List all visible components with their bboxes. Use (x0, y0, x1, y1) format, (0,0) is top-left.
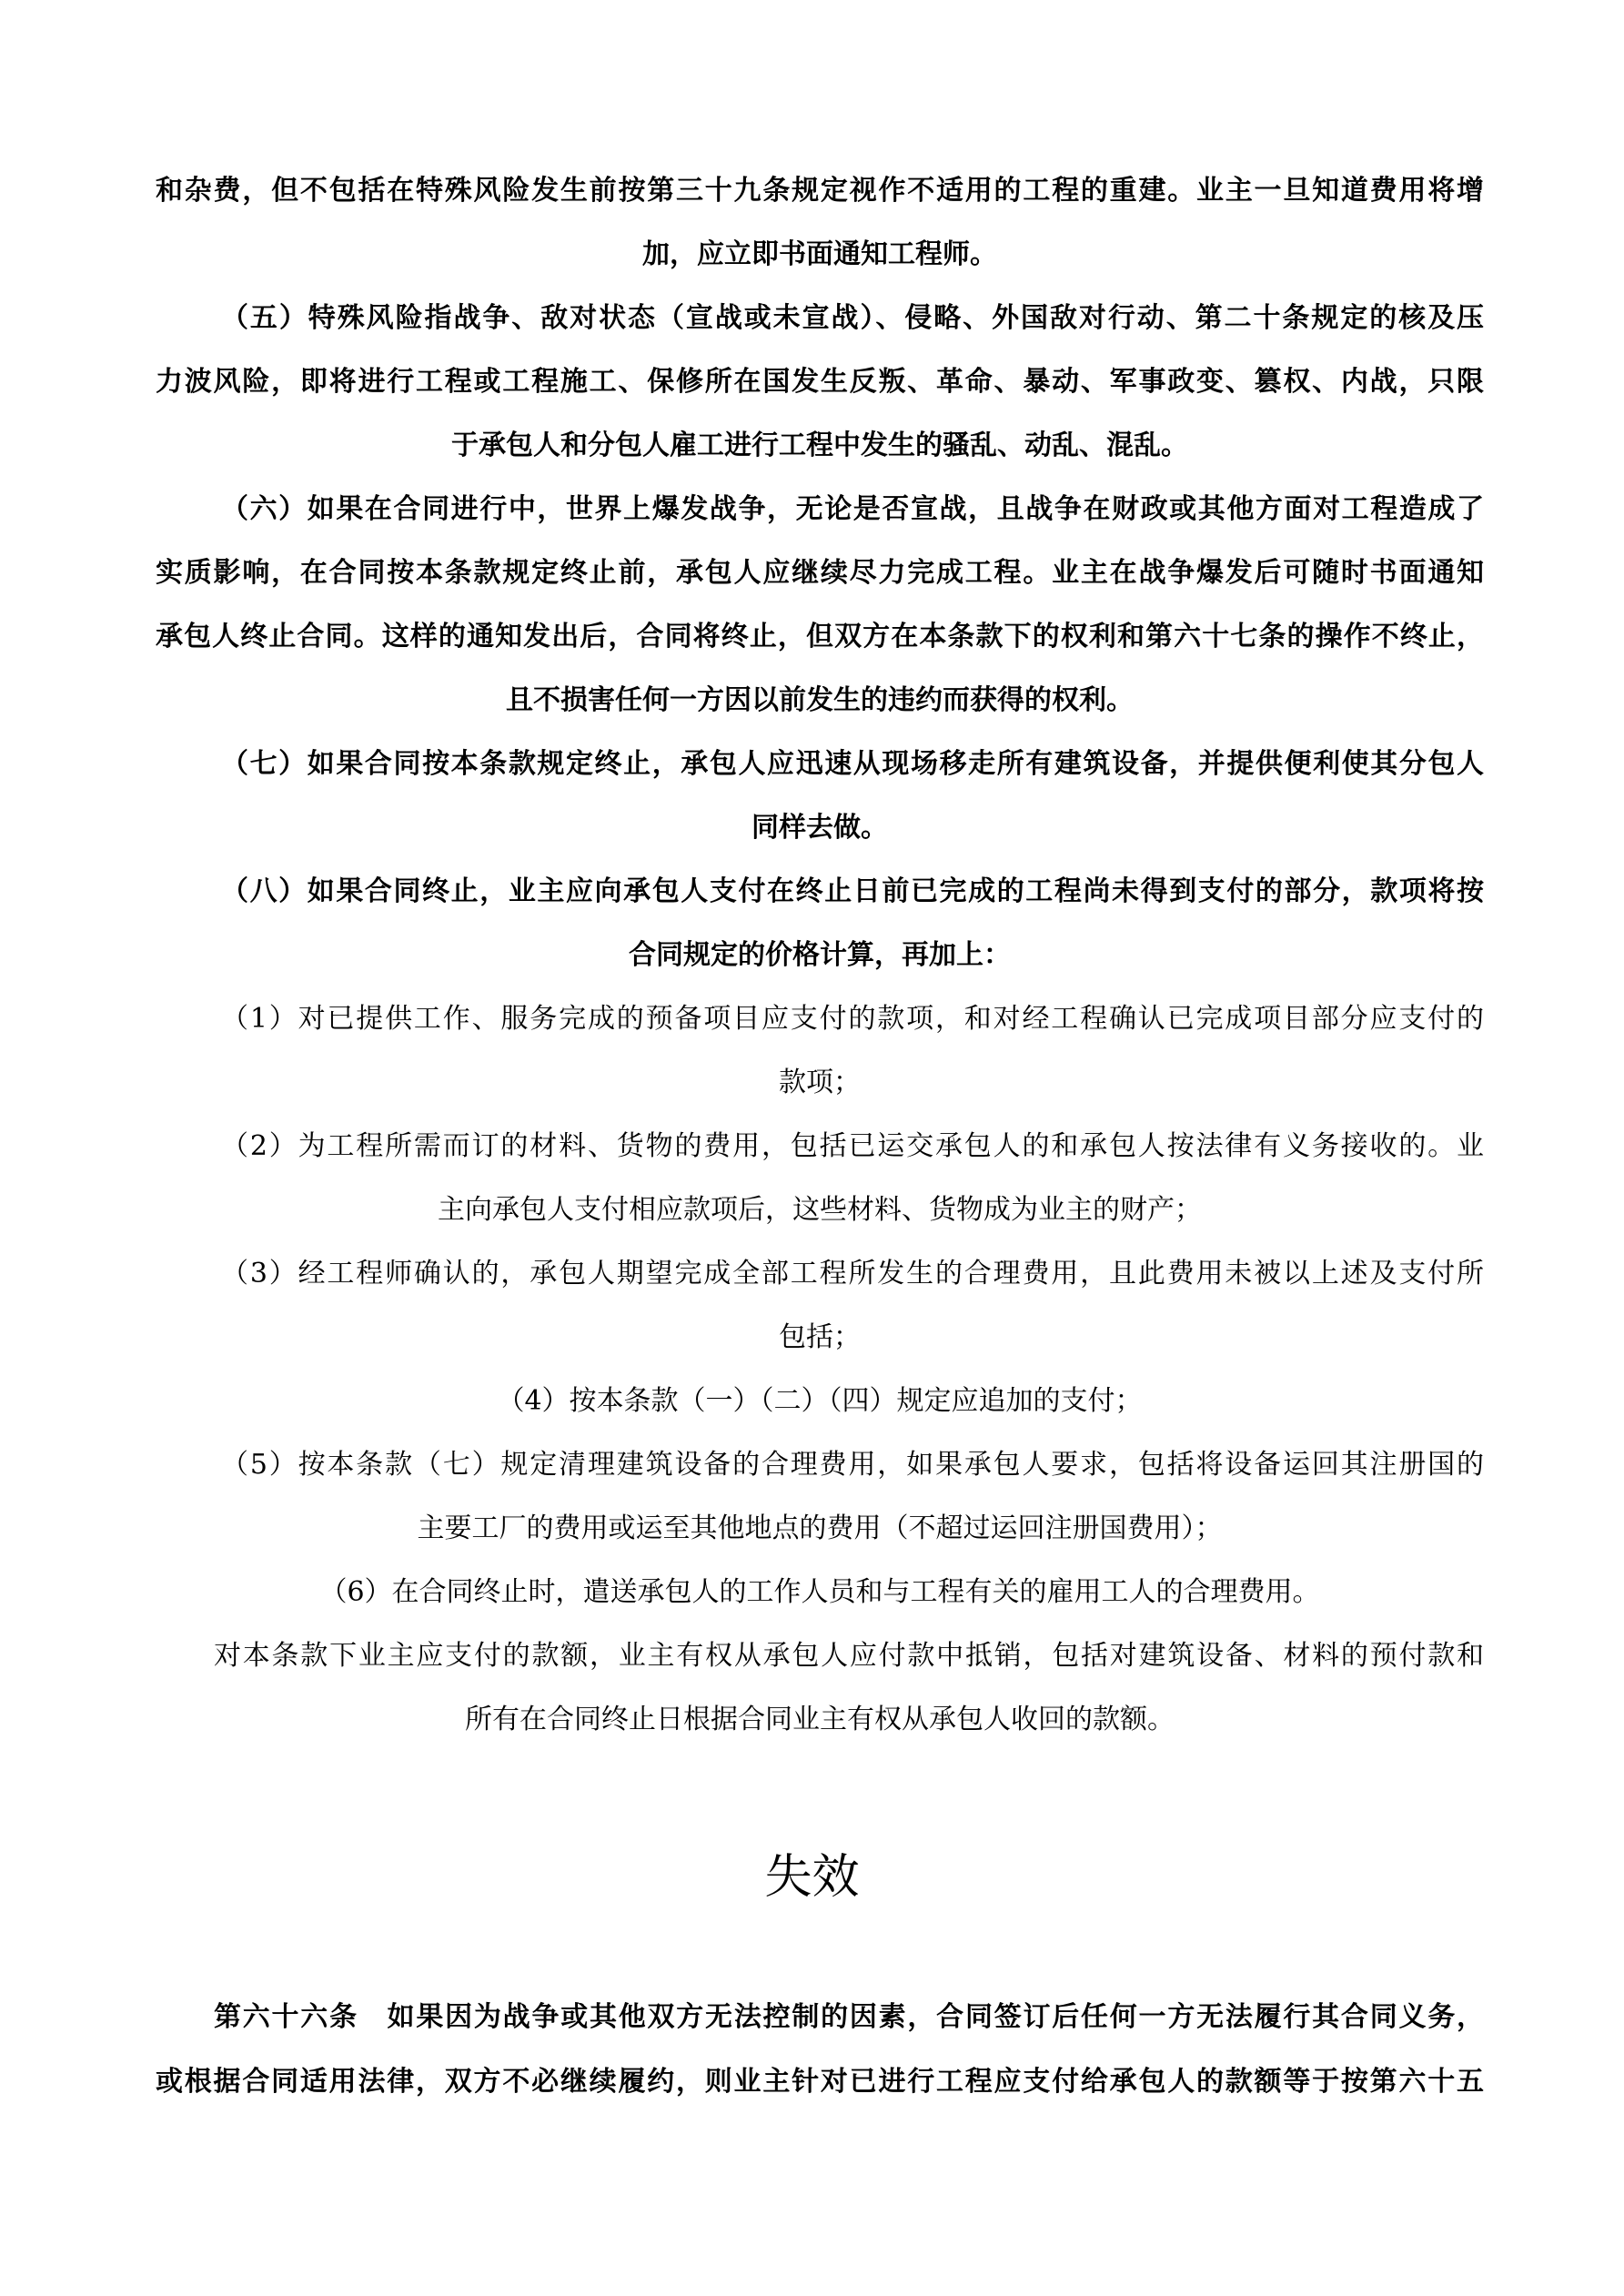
clause-6-line: 实质影响，在合同按本条款规定终止前，承包人应继续尽力完成工程。业主在战争爆发后可随时书面通知 (156, 557, 1484, 589)
clause-5-line: 力波风险，即将进行工程或工程施工、保修所在国发生反叛、革命、暴动、军事政变、篡权、内战，只限 (156, 366, 1484, 398)
clause-8-line: （八）如果合同终止，业主应向承包人支付在终止日前已完成的工程尚未得到支付的部分，款项将按 (221, 875, 1484, 907)
item-1-line: 款项； (779, 1067, 861, 1098)
item-5-line: 主要工厂的费用或运至其他地点的费用（不超过运回注册国费用）； (417, 1512, 1223, 1544)
clause-6-line: 且不损害任何一方因以前发生的违约而获得的权利。 (506, 684, 1134, 716)
item-2-line: 主向承包人支付相应款项后，这些材料、货物成为业主的财产； (438, 1194, 1202, 1226)
item-2-line: （2）为工程所需而订的材料、货物的费用，包括已运交承包人的和承包人按法律有义务接收的。业 (221, 1130, 1484, 1162)
clause-7-line: 同样去做。 (751, 812, 888, 844)
item-1-line: （1）对已提供工作、服务完成的预备项目应支付的款项，和对经工程确认已完成项目部分应支付的 (221, 1003, 1484, 1035)
offset-paragraph-line: 对本条款下业主应支付的款额，业主有权从承包人应付款中抵销，包括对建筑设备、材料的预付款和 (214, 1640, 1484, 1672)
item-3-line: 包括； (779, 1321, 861, 1353)
item-3-line: （3）经工程师确认的，承包人期望完成全部工程所发生的合理费用，且此费用未被以上述及支付所 (221, 1258, 1484, 1290)
clause-8-line: 合同规定的价格计算，再加上： (629, 939, 1011, 971)
article-66-line: 或根据合同适用法律，双方不必继续履约，则业主针对已进行工程应支付给承包人的款额等于按第六十五 (156, 2066, 1484, 2098)
paragraph-line: 加，应立即书面通知工程师。 (642, 238, 997, 270)
clause-5-line: （五）特殊风险指战争、敌对状态（宣战或未宣战）、侵略、外国敌对行动、第二十条规定的核及压 (221, 302, 1484, 334)
item-4-line: （4）按本条款（一）（二）（四）规定应追加的支付； (497, 1385, 1143, 1417)
clause-6-line: （六）如果在合同进行中，世界上爆发战争，无论是否宣战，且战争在财政或其他方面对工程造成了 (221, 493, 1484, 525)
clause-6-line: 承包人终止合同。这样的通知发出后，合同将终止，但双方在本条款下的权利和第六十七条的操作不终止， (156, 621, 1484, 652)
item-5-line: （5）按本条款（七）规定清理建筑设备的合理费用，如果承包人要求，包括将设备运回其注册国的 (221, 1449, 1484, 1481)
offset-paragraph-line: 所有在合同终止日根据合同业主有权从承包人收回的款额。 (465, 1704, 1175, 1735)
clause-5-line: 于承包人和分包人雇工进行工程中发生的骚乱、动乱、混乱。 (451, 430, 1188, 461)
section-heading: 失效 (764, 1850, 860, 1905)
clause-7-line: （七）如果合同按本条款规定终止，承包人应迅速从现场移走所有建筑设备，并提供便利使其分包人 (221, 748, 1484, 780)
paragraph-line: 和杂费，但不包括在特殊风险发生前按第三十九条规定视作不适用的工程的重建。业主一旦知道费用将增 (156, 175, 1484, 207)
article-66-line: 第六十六条 如果因为战争或其他双方无法控制的因素，合同签订后任何一方无法履行其合同义务， (214, 2001, 1484, 2033)
item-6-line: （6）在合同终止时，遣送承包人的工作人员和与工程有关的雇用工人的合理费用。 (319, 1576, 1320, 1608)
